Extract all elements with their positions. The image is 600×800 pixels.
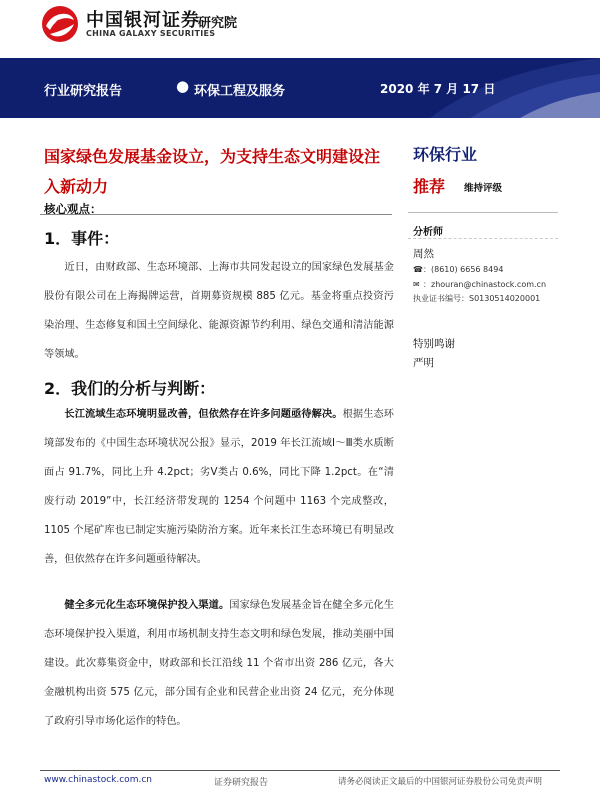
section-2-paragraph-1: [44, 400, 394, 574]
footer-divider: [40, 770, 560, 771]
report-title: 国家绿色发展基金设立，为支持生态文明建设注入新动力: [44, 147, 381, 196]
bullet-icon: ●: [176, 77, 190, 95]
core-view-label: 核心观点：: [44, 202, 102, 216]
email-address[interactable]: ：zhouran@chinastock.com.cn: [423, 280, 547, 289]
divider: [408, 212, 558, 213]
paragraph-2-lead: 健全多元化生态环境保护投入渠道。: [64, 600, 230, 611]
report-date: 2020 年 7 月 17 日: [380, 82, 496, 96]
report-type: 行业研究报告: [44, 84, 123, 99]
institute-name: 研究院: [198, 16, 238, 31]
section-2-paragraph-2: [44, 591, 394, 736]
thanks-label: 特别鸣谢: [413, 338, 455, 350]
phone-number: ：(8610) 6656 8494: [423, 265, 504, 274]
footer-url-link[interactable]: www.chinastock.com.cn: [44, 775, 152, 785]
thanks-name: 严明: [413, 357, 434, 369]
galaxy-logo-icon: [40, 4, 80, 44]
analyst-phone: [413, 264, 503, 275]
phone-icon: ☎: [413, 265, 423, 274]
report-banner: [0, 58, 600, 118]
rating-label: 推荐: [413, 177, 446, 196]
divider: [40, 214, 392, 215]
paragraph-2-body: 国家绿色发展基金旨在健全多元化生态环境保护投入渠道，利用市场机制支持生态文明和绿色发展，推动美丽中国建设。此次募集资金中，财政部和长江沿线 11 个省市出资 286 亿元，各大金融机构出资 575 亿元，部分国有企业和民营企业出资 24 亿元，充分体现了政府引导市场化运作的特色。: [44, 600, 395, 727]
analyst-name: 周然: [413, 248, 434, 260]
paragraph-1-lead: 长江流域生态环境明显改善，但依然存在许多问题亟待解决。: [64, 409, 343, 420]
report-header: [0, 0, 600, 58]
sector-name: 环保工程及服务: [194, 84, 286, 99]
footer-report-label: 证券研究报告: [214, 778, 269, 788]
rating-status: 维持评级: [464, 183, 503, 194]
email-icon: ✉: [413, 280, 420, 289]
section-1-heading: 1．事件：: [44, 229, 120, 248]
analyst-email: [413, 279, 546, 290]
analyst-license: 执业证书编号：S0130514020001: [413, 294, 541, 303]
analyst-label: 分析师: [413, 227, 443, 238]
logo-english-name: CHINA GALAXY SECURITIES: [86, 29, 216, 38]
footer-disclaimer: 请务必阅读正文最后的中国银河证券股份公司免责声明: [338, 777, 543, 787]
section-2-heading: 2．我们的分析与判断：: [44, 379, 216, 398]
paragraph-1-body: 根据生态环境部发布的《中国生态环境状况公报》显示，2019 年长江流域Ⅰ～Ⅲ类水质断面占 91.7%，同比上升 4.2pct；劣Ⅴ类占 0.6%，同比下降 1.2pct。在“清废行动 2019”中，长江经济带发现的 1254 个问题中 1163 个完成整改，1105 个尾矿库也已制定实施污染防治方案。近年来长江生态环境已有明显改善，但依然存在许多问题亟待解决。: [44, 409, 394, 565]
logo-company-name: 中国银河证券: [86, 10, 200, 31]
industry-label: 环保行业: [413, 145, 478, 164]
divider: [408, 238, 558, 239]
section-1-paragraph: 近日，由财政部、生态环境部、上海市共同发起设立的国家绿色发展基金股份有限公司在上海揭牌运营，首期募资规模 885 亿元。基金将重点投资污染治理、生态修复和国土空间绿化、能源资源节约利用、绿色交通和清洁能源等领域。: [44, 262, 394, 360]
